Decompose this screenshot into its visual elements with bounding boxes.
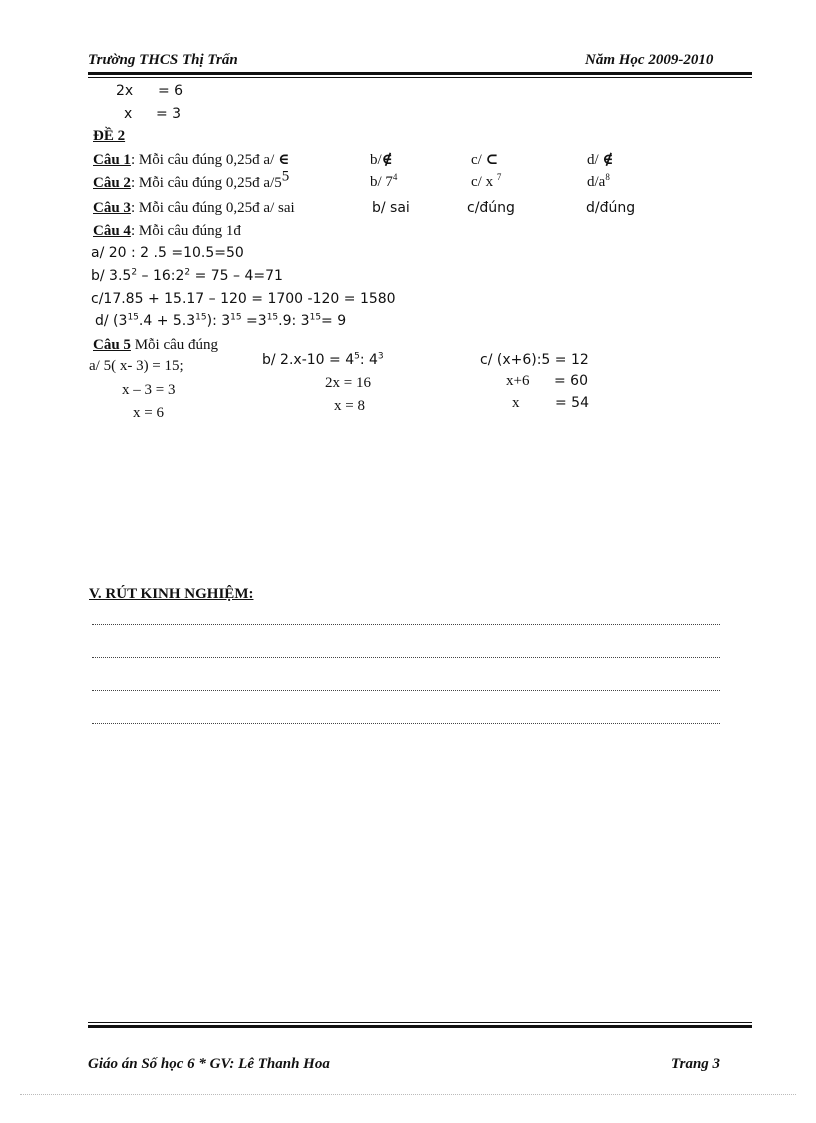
cau1-c xyxy=(471,150,498,169)
cau1-b-label: b/ xyxy=(370,152,382,168)
cau4-d xyxy=(95,313,346,329)
cau1-b-symbol: ∉ xyxy=(381,152,393,168)
note-line-3 xyxy=(92,690,720,691)
cau5-text: Mỗi câu đúng xyxy=(130,337,219,353)
cau5-b1-part2: : 4 xyxy=(359,352,378,368)
header-school: Trường THCS Thị Trấn xyxy=(88,52,238,68)
cau4-b-part3: = 75 – 4=71 xyxy=(190,268,283,284)
footer-left: Giáo án Số học 6 * GV: Lê Thanh Hoa xyxy=(88,1056,330,1072)
cau4-d-part3: ): 3 xyxy=(206,313,231,329)
cau5-c1: c/ (x+6):5 = 12 xyxy=(480,352,589,368)
cau4-b-part1: b/ 3.5 xyxy=(91,268,132,284)
top-line-1-left: 2x xyxy=(116,83,134,99)
header-rule-thick xyxy=(88,72,752,75)
cau5-b1-exp1: 5 xyxy=(354,351,360,362)
cau5-b1-exp2: 3 xyxy=(377,351,384,362)
cau5-c3-right: = 54 xyxy=(555,395,589,411)
cau1-c-symbol: ⊂ xyxy=(485,152,499,168)
de2-title: ĐỀ 2 xyxy=(93,128,126,144)
cau1-b xyxy=(370,150,393,169)
cau3-d: d/đúng xyxy=(586,200,636,216)
cau2-a-exp: 5 xyxy=(281,168,290,185)
cau4-c: c/17.85 + 15.17 – 120 = 1700 -120 = 1580 xyxy=(91,291,396,307)
cau3-line xyxy=(93,199,295,217)
note-line-2 xyxy=(92,657,720,658)
cau2-b-exp: 4 xyxy=(392,172,398,182)
section-v-title: V. RÚT KINH NGHIỆM: xyxy=(89,586,254,602)
cau4-a: a/ 20 : 2 .5 =10.5=50 xyxy=(91,245,244,261)
cau3-label: Câu 3 xyxy=(93,200,131,216)
cau4-d-exp5: 15 xyxy=(309,312,322,323)
cau1-d-symbol: ∉ xyxy=(602,152,614,168)
top-line-1-right: = 6 xyxy=(158,83,184,99)
note-line-1 xyxy=(92,624,720,625)
cau4-b-exp1: 2 xyxy=(131,267,138,278)
cau5-b1 xyxy=(262,352,384,368)
cau5-c2-left: x+6 xyxy=(506,373,530,389)
footer-page-number: Trang 3 xyxy=(671,1056,721,1072)
cau4-d-exp2: 15 xyxy=(195,312,207,323)
cau4-d-part1: d/ (3 xyxy=(95,313,128,329)
cau4-d-exp4: 15 xyxy=(266,312,279,323)
cau5-b3: x = 8 xyxy=(334,398,365,414)
cau3-b: b/ sai xyxy=(372,200,410,216)
cau1-text: : Mỗi câu đúng 0,25đ a/ xyxy=(130,152,275,168)
cau4-line xyxy=(93,222,241,240)
cau1-a-symbol: ∈ xyxy=(278,152,290,168)
cau5-b1-part1: b/ 2.x-10 = 4 xyxy=(262,352,355,368)
cau5-c3-left: x xyxy=(512,395,520,411)
note-line-4 xyxy=(92,723,720,724)
cau4-d-exp3: 15 xyxy=(230,312,242,323)
cau4-b-exp2: 2 xyxy=(184,267,191,278)
page-bottom-dots xyxy=(20,1094,796,1095)
cau3-text: : Mỗi câu đúng 0,25đ a/ sai xyxy=(130,200,295,216)
top-line-2-left: x xyxy=(124,106,133,122)
top-line-2-right: = 3 xyxy=(156,106,182,122)
cau2-d xyxy=(587,174,610,191)
cau2-b xyxy=(370,174,397,191)
cau4-b xyxy=(91,268,283,284)
cau2-c xyxy=(471,174,501,191)
cau2-c-label: c/ x xyxy=(471,174,494,190)
cau4-d-part2: .4 + 5.3 xyxy=(138,313,196,329)
footer-rule-thin xyxy=(88,1022,752,1023)
cau5-a3: x = 6 xyxy=(133,405,164,421)
cau1-d-label: d/ xyxy=(587,152,599,168)
cau2-label: Câu 2 xyxy=(93,175,131,191)
cau2-b-label: b/ 7 xyxy=(370,174,393,190)
cau3-c: c/đúng xyxy=(467,200,515,216)
cau4-d-part5: .9: 3 xyxy=(278,313,310,329)
cau2-line xyxy=(93,168,290,192)
cau4-text: : Mỗi câu đúng 1đ xyxy=(130,223,241,239)
cau1-c-label: c/ xyxy=(471,152,482,168)
cau5-c2-right: = 60 xyxy=(554,373,588,389)
cau2-c-exp: 7 xyxy=(496,172,502,182)
cau2-d-exp: 8 xyxy=(605,172,610,182)
cau1-label: Câu 1 xyxy=(93,152,131,168)
footer-rule-thick xyxy=(88,1025,752,1028)
cau4-label: Câu 4 xyxy=(93,223,131,239)
cau2-d-label: d/a xyxy=(587,174,606,190)
cau4-d-exp1: 15 xyxy=(127,312,139,323)
cau5-a2: x – 3 = 3 xyxy=(122,382,176,398)
header-rule-thin xyxy=(88,77,752,78)
cau5-line xyxy=(93,336,218,354)
cau5-a1: a/ 5( x- 3) = 15; xyxy=(89,358,184,374)
header-year: Năm Học 2009-2010 xyxy=(585,52,714,68)
cau5-b2: 2x = 16 xyxy=(325,375,371,391)
cau1-d xyxy=(587,150,614,169)
cau4-d-part6: = 9 xyxy=(321,313,347,329)
cau1-line xyxy=(93,150,289,169)
cau4-d-part4: =3 xyxy=(241,313,267,329)
cau4-b-part2: – 16:2 xyxy=(137,268,185,284)
cau5-label: Câu 5 xyxy=(93,337,131,353)
cau2-text: : Mỗi câu đúng 0,25đ a/5 xyxy=(130,175,282,191)
